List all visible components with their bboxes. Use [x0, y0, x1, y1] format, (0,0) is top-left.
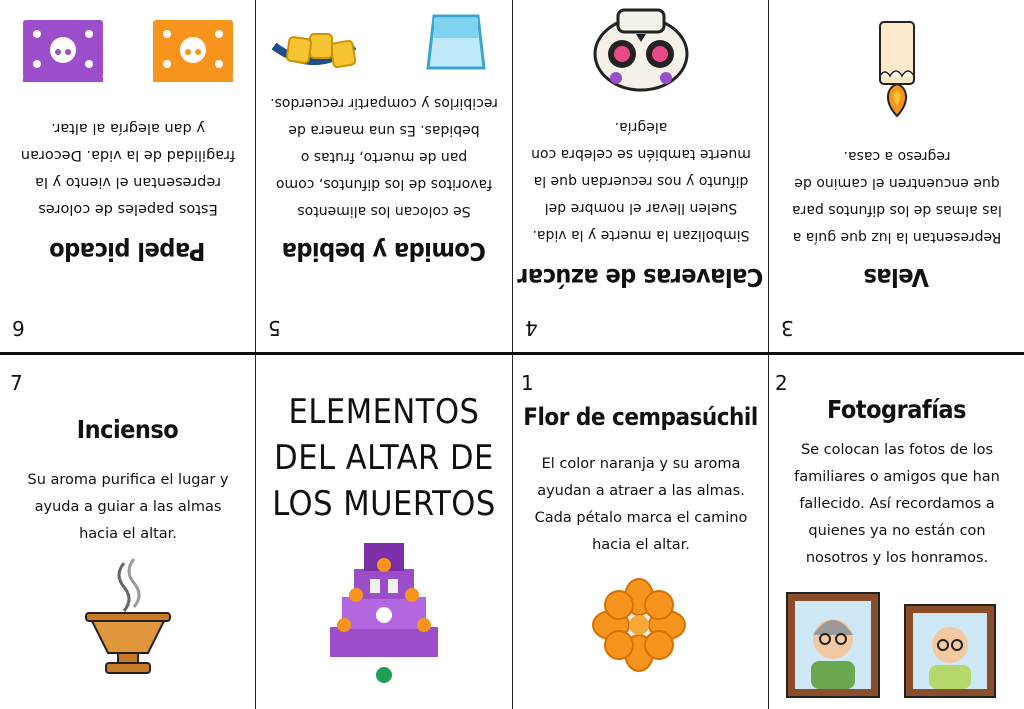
card-text: Representan la luz que guía a las almas de los difuntos para que encuentren el camino de regreso a casa.	[792, 148, 1002, 245]
card-text: Se colocan los alimentos favoritos de los difuntos, como pan de muerto, frutas o bebidas. Es una manera de recibirlos y compartir recuerdos.	[270, 95, 498, 219]
card-title: Papel picado	[49, 237, 206, 266]
papel-picado-icon	[13, 10, 243, 90]
card-papel-picado	[0, 0, 255, 352]
card-number: 1	[521, 371, 534, 395]
card-title: Calaveras de azúcar	[517, 263, 764, 292]
sugar-skull-icon	[586, 4, 696, 94]
card-number: 2	[775, 371, 788, 395]
card-velas	[769, 0, 1024, 352]
card-text: Estos papeles de colores representan el viento y la fragilidad de la vida. Decoran y dan alegría al altar.	[20, 120, 236, 217]
altar-icon	[324, 535, 444, 685]
candle-icon	[862, 12, 932, 122]
card-calaveras-de-azucar	[513, 0, 768, 352]
family-photos-icon	[781, 591, 1011, 701]
card-text: Se colocan las fotos de los familiares o amigos que han fallecido. Así recordamos a quienes ya no están con nosotros y los honramos.	[794, 442, 1000, 566]
card-fotografias	[769, 355, 1024, 709]
card-number: 6	[12, 316, 25, 340]
marigold-flower-icon	[589, 575, 689, 675]
card-title: Flor de cempasúchil	[523, 403, 758, 431]
card-number: 7	[10, 371, 23, 395]
card-comida-y-bebida	[256, 0, 512, 352]
card-flor-de-cempasuchil	[513, 355, 768, 709]
card-text: El color naranja y su aroma ayudan a atraer a las almas. Cada pétalo marca el camino hacia el altar.	[534, 456, 748, 553]
card-text: Su aroma purifica el lugar y ayuda a guiar a las almas hacia el altar.	[27, 472, 229, 542]
food-drink-icon	[264, 6, 504, 86]
card-text: Simbolizan la muerte y la vida. Suelen llevar el nombre del difunto y nos recuerdan que la muerte también se celebra con alegría.	[531, 119, 751, 243]
card-number: 5	[268, 316, 281, 340]
card-number: 3	[781, 316, 794, 340]
incense-burner-icon	[78, 555, 178, 685]
card-title: Incienso	[76, 415, 179, 444]
card-number: 4	[525, 316, 538, 340]
card-title: Velas	[863, 263, 930, 292]
card-title: Fotografías	[827, 395, 966, 424]
cover-title: ELEMENTOS DEL ALTAR DE LOS MUERTOS	[272, 392, 496, 524]
cover-card	[256, 355, 512, 709]
card-title: Comida y bebida	[282, 237, 486, 266]
card-incienso	[0, 355, 255, 709]
